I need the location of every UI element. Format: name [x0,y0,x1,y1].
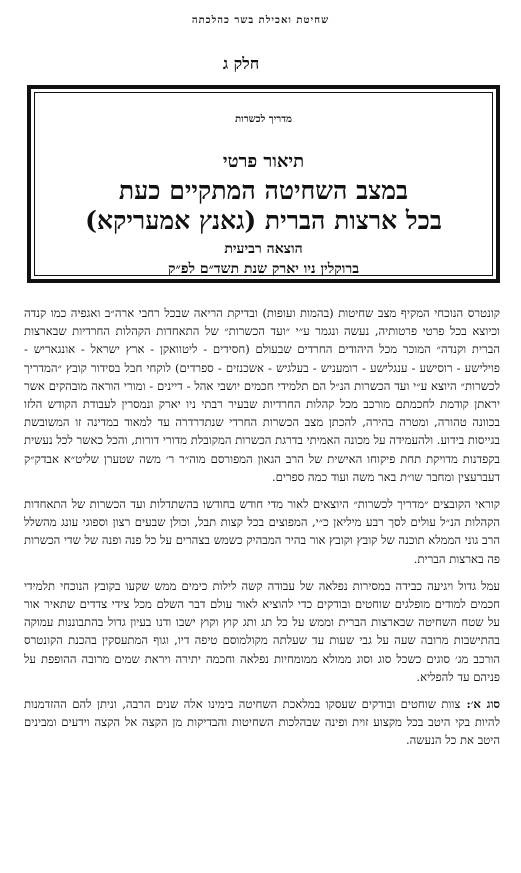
edition-label: הוצאה רביעית [224,241,303,257]
headline-line-1: במצב השחיטה המתקיים כעת [118,176,409,205]
category-text: צוות שוחטים ובודקים שעסקו במלאכת השחיטה בימינו אלה שנים הרבה, וניתן להם ההזדמנות להיות בקי היטב בכל מקצוע זוית ופינה שבהלכות השחיטות והבדיקות מן הקצה אל הקצה וידעים ומבינים היטב את כל הנעשה. [24,697,500,748]
series-title: שחיטת ואכילת בשר כהלכתה [191,15,330,26]
special-description: תיאור פרטי [222,151,305,172]
body-paragraph-1: קונטרס הנוכחי המקיף מצב שחיטות (בהמות ועופות) ובדיקת הריאה שבכל רחבי ארה״ב ואגפיה כמו קנדה וכיוצא בכל פרטי פרטותיה, נעשה ונגמר ע״י ״ועד הכשרות״ של התאחדות הקהלות החרדיות שבארצות הברית וקנדה״ המוכר מכל היהודים החרדים שבעולם (חסידים - ליטוואקן - ארץ ישראל - אונגאריש - פוילישע - רוסישע - ענגלישע - רומעניש - בעלגיש - אשכנזים - ספרדים) לוקחי חבל בסידור קובץ ״המדריך לכשרות״ היוצא ע״י ועד הכשרות הנ״ל הם תלמידי חכמים יושבי אהל - דיינים - ומורי הוראה מובהקים אשר יראתן קודמת לחכמתם מורכב מכל קהלות החרדיות שבעיר רבתי ניו יארק ונמסרין לעבודת הקודש הלזו בכוונה טהורה, ומטרה בהירה, להכתן מצב הכשרות החרדי שנתדרדרה עד למאוד במדינה זו המשובשת בגייסות בידוע. ולהעמידה על מכונה האמיתי בדרגת הכשרות המקובלת מדורי דורות, והכל כאשר לכל נעשית בקפדנות מדויקת תחת פיקוחו האישית של הרב הגאון המפורסם מוה״ר ר׳ משה שטערן שליט״א אבדק״ק דעברעצין ומחבר שו״ת באר משה ועוד כמה ספרים. [24,306,500,484]
category-label: סוג א׳: [466,697,501,712]
guide-title: מדריך לכשרות [235,114,292,125]
headline-line-2: בכל ארצות הברית (גאנץ אמעריקא) [85,206,442,235]
category-paragraph [24,695,500,750]
title-box-inner-border [34,92,493,276]
part-label: חלק ג [222,54,260,73]
publication-info: ברוקלין ניו יארק שנת תשד״ם לפ״ק [168,261,359,277]
body-paragraph-3: עמל גדול ויגיעה כבידה במסירות נפלאה של עבודה קשה לילות כימים ממש שקעו בקובץ הנוכחי תלמידי חכמים למודים מופלגים שוחטים ובודקים כדי להוציא לאור עולם דבר השלם מכל צידי צדדים שתאיר אור על שטח השחיטה שבארצות הברית וממש על כל תג ותג קוץ וקוץ ישבו ודנו בעיון גדול בהתבוננות עמוקה בהתישבות מרובה שעה על גבי שעות עד שעלתה מקולמוסם טיפה דיו, וגוף המתעסקין בהכנת הקונטרס הורכב מג׳ סוגים כשכל סוג וסוג ממולא ממומחיות נפלאה וחכמה יתירה ויראת שמים מרובה ההופפת על פניהם עד להפליא. [24,578,500,684]
body-text [24,304,500,750]
title-box [27,85,500,283]
body-paragraph-2: קוראי הקובצים ״מדריך לכשרות״ היוצאים לאור מדי חודש בחודשו בהשתדלות ועד הכשרות של התאחדות הקהלות הנ״ל עולים לסך רבע מיליאן כ״י, המפוצים בכל קצות תבל, וכולן שבעים רצון וספוגי עונג מהשלל הרב גוני הממלא תוכנה של קובץ וקובץ אור בהיר המבהיק כשמש בצהרים על כל פנה ופנה של שדי הכשרות פה בארצות הברית. [24,497,500,566]
